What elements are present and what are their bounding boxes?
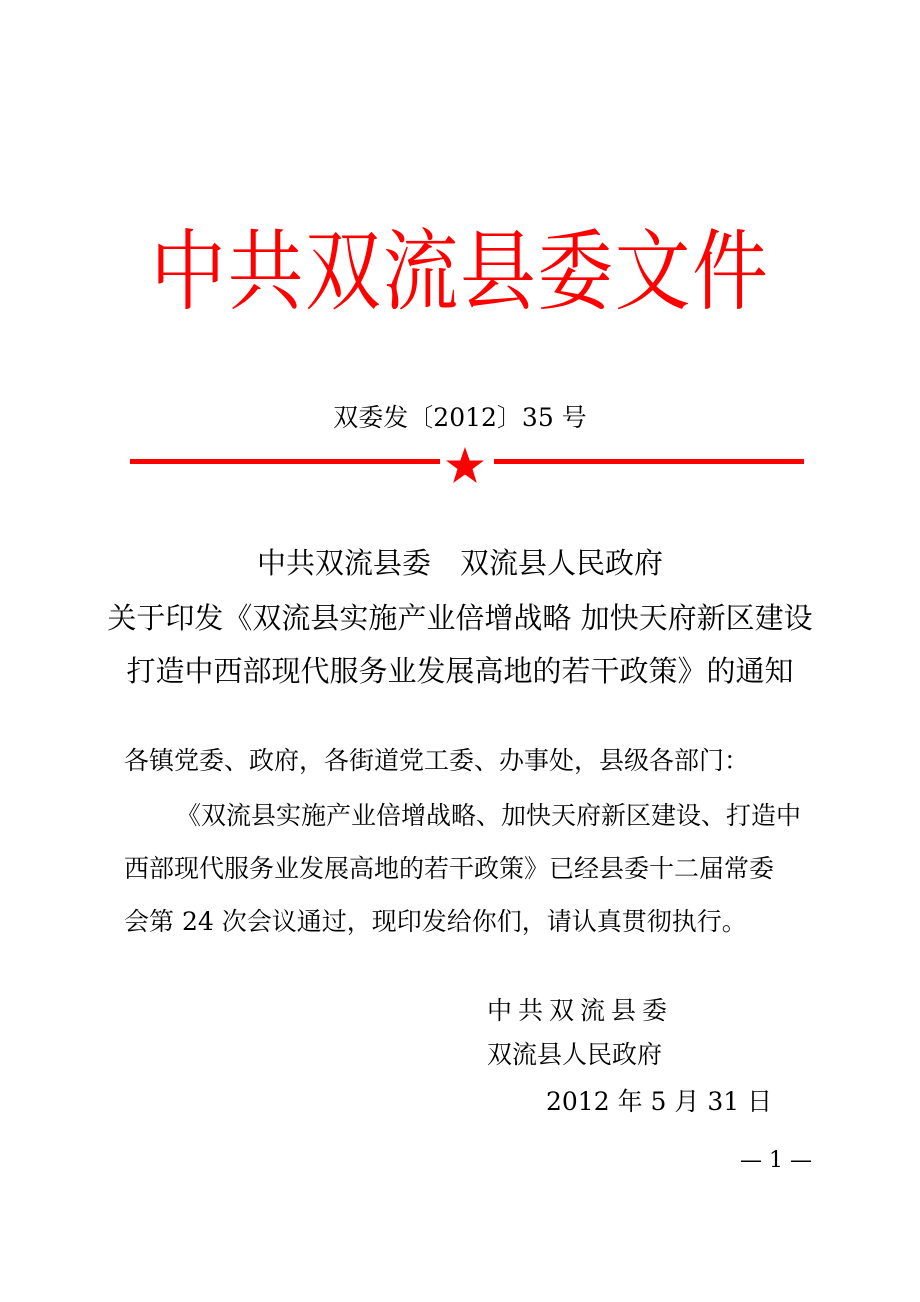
signature-org-1: 中共双流县委 — [487, 996, 674, 1025]
page-number: — 1 — — [740, 1148, 812, 1173]
document-number: 双委发〔2012〕35 号 — [333, 403, 587, 432]
body-paragraph-line-1: 《双流县实施产业倍增战略、加快天府新区建设、打造中 — [176, 801, 802, 830]
star-icon — [445, 446, 485, 484]
addressee-line: 各镇党委、政府，各街道党工委、办事处，县级各部门： — [124, 746, 750, 775]
red-rule-left — [130, 459, 440, 464]
notice-title-line-1: 中共双流县委 双流县人民政府 — [256, 546, 663, 580]
signature-date: 2012 年 5 月 31 日 — [546, 1087, 773, 1116]
document-header-title: 中共双流县委文件 — [150, 220, 770, 323]
signature-org-2: 双流县人民政府 — [487, 1040, 663, 1069]
red-rule-right — [494, 459, 804, 464]
body-paragraph-line-3: 会第 24 次会议通过，现印发给你们，请认真贯彻执行。 — [124, 907, 747, 936]
notice-title-line-2: 关于印发《双流县实施产业倍增战略 加快天府新区建设 — [107, 601, 813, 635]
notice-title-line-3: 打造中西部现代服务业发展高地的若干政策》的通知 — [126, 654, 794, 688]
body-paragraph-line-2: 西部现代服务业发展高地的若干政策》已经县委十二届常委 — [124, 854, 775, 883]
